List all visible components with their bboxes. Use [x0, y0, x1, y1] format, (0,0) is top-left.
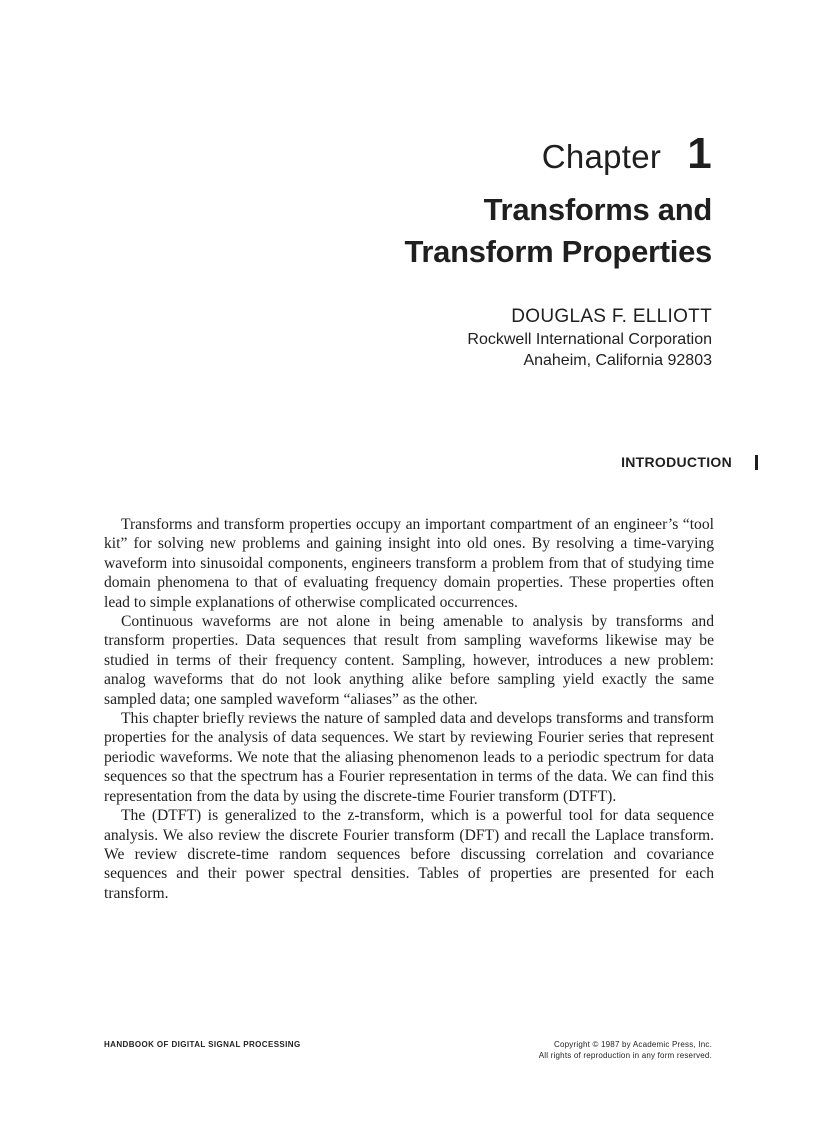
paragraph: The (DTFT) is generalized to the z-transform, which is a powerful tool for data sequence analysis. We also review the discrete Fourier transform (DFT) and recall the Laplace transform. We review discrete-time random sequences before discussing correlation and covariance sequences and their power spectral densities. Tables of properties are presented for each transform.: [104, 807, 714, 902]
chapter-number: 1: [687, 129, 712, 178]
section-heading-text: INTRODUCTION: [621, 454, 732, 470]
author-location: Anaheim, California 92803: [523, 352, 712, 369]
section-heading: [621, 454, 758, 470]
author-affiliation: Rockwell International Corporation: [467, 331, 712, 348]
author-name: DOUGLAS F. ELLIOTT: [511, 306, 712, 327]
chapter-title: [212, 189, 712, 273]
paragraph: This chapter briefly reviews the nature of sampled data and develops transforms and transform properties for the analysis of data sequences. We start by reviewing Fourier series that represent periodic waveforms. We note that the aliasing phenomenon leads to a periodic spectrum for data sequences so that the spectrum has a Fourier representation in terms of the data. We can find this representation from the data by using the discrete-time Fourier transform (DTFT).: [104, 710, 714, 805]
chapter-label: Chapter: [541, 138, 662, 175]
footer-copyright: [539, 1039, 712, 1061]
footer-book-title: HANDBOOK OF DIGITAL SIGNAL PROCESSING: [104, 1040, 301, 1049]
chapter-title-line-1: Transforms and: [483, 192, 712, 227]
introduction-body: [104, 515, 714, 903]
paragraph: Transforms and transform properties occupy an important compartment of an engineer’s “tool kit” for solving new problems and gaining insight into old ones. By resolving a time-varying waveform into sinusoidal components, engineers transform a problem from that of studying time domain phenomena to that of evaluating frequency domain properties. These properties often lead to simple explanations of otherwise complicated occurrences.: [104, 516, 714, 611]
rights-line: All rights of reproduction in any form reserved.: [538, 1051, 712, 1060]
copyright-line: Copyright © 1987 by Academic Press, Inc.: [554, 1040, 712, 1049]
chapter-title-line-2: Transform Properties: [404, 234, 712, 269]
chapter-heading: [541, 129, 712, 178]
section-number-marker: [755, 455, 758, 470]
paragraph: Continuous waveforms are not alone in being amenable to analysis by transforms and transform properties. Data sequences that result from sampling waveforms likewise may be studied in terms of their frequency content. Sampling, however, introduces a new problem: analog waveforms that do not look anything alike before sampling yield exactly the same sampled data; one sampled waveform “aliases” as the other.: [104, 613, 714, 708]
author-block: [212, 305, 712, 371]
